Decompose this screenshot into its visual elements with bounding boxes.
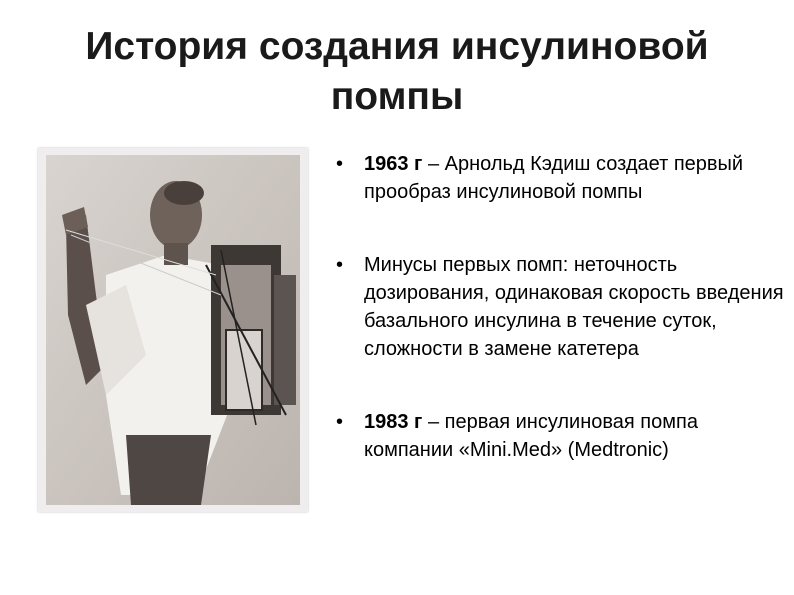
bullet-item	[336, 150, 786, 206]
bullet-text: – первая инсулиновая помпа компании «Mini.Med» (Medtronic)	[364, 411, 698, 461]
bullet-marker: •	[336, 254, 344, 276]
bullet-marker: •	[336, 153, 344, 175]
bullet-year: 1983 г	[364, 411, 423, 433]
title-line-1: История создания инсулиновой	[85, 25, 709, 68]
bullet-text: Минусы первых помп: неточность дозирования, одинаковая скорость введения базального инсулина в течение суток, сложности в замене катетера	[364, 254, 784, 360]
slide-title	[0, 22, 794, 122]
photo-frame	[38, 148, 308, 512]
bullet-item	[336, 251, 786, 363]
bullet-marker: •	[336, 411, 344, 433]
bullet-year: 1963 г	[364, 153, 423, 175]
bullet-text: – Арнольд Кэдиш создает первый прообраз инсулиновой помпы	[364, 153, 744, 203]
bullet-list	[336, 150, 786, 464]
man-with-backpack-pump-photo-icon	[46, 155, 300, 505]
bullet-item	[336, 408, 786, 464]
title-line-2: помпы	[330, 75, 464, 118]
